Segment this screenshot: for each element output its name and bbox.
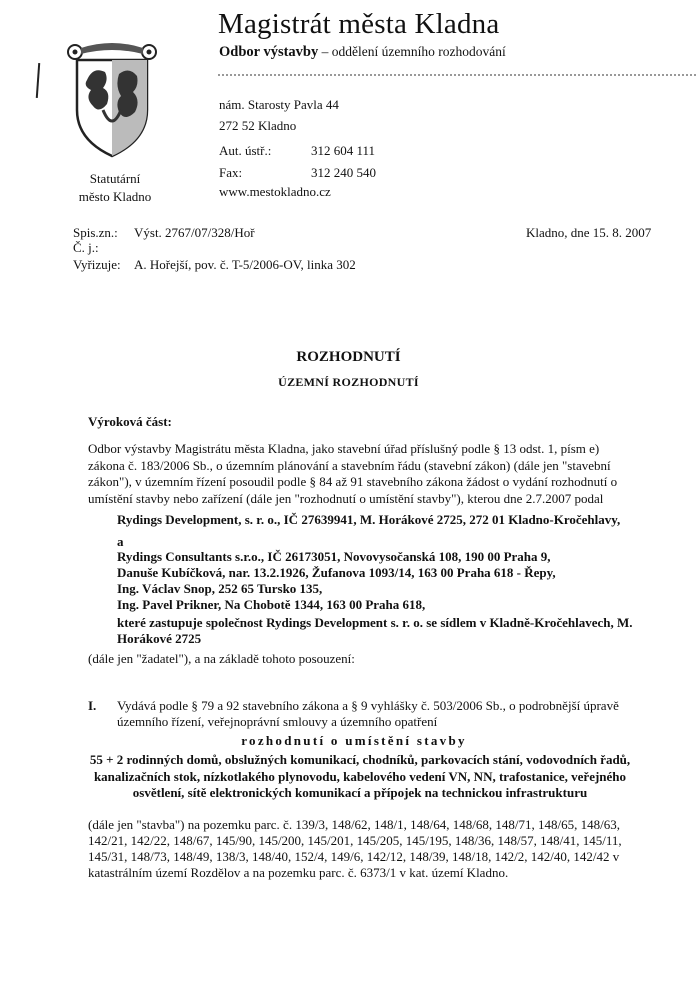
co-applicant: Ing. Pavel Prikner, Na Chobotě 1344, 163 00 Praha 618, [117, 597, 426, 612]
issuance-line: územního řízení, veřejnoprávní smlouvy a územního opatření [117, 714, 438, 729]
roman-numeral: I. [88, 698, 97, 713]
co-applicant: Rydings Consultants s.r.o., IČ 26173051, Novovysočanská 108, 190 00 Praha 9, [117, 549, 551, 564]
representation-line: Horákové 2725 [117, 631, 202, 646]
office-title: Magistrát města Kladna [218, 8, 500, 40]
intro-line: Odbor výstavby Magistrátu města Kladna, jako stavební úřad příslušný podle § 13 odst. 1, písm e) [88, 441, 600, 456]
and-conjunction: a [117, 534, 124, 549]
department-division: – oddělení územního rozhodování [318, 44, 506, 59]
intro-line: zákona č. 183/2006 Sb., o územním plánování a stavebním řádu (stavební zákon) (dále jen "stavební [88, 457, 611, 473]
co-applicant: Danuše Kubíčková, nar. 13.2.1926, Žufanova 1093/14, 163 00 Praha 618 - Řepy, [117, 565, 556, 580]
section-label: Výroková část: [88, 414, 172, 429]
vyrizuje-value: A. Hořejší, pov. č. T-5/2006-OV, linka 302 [134, 257, 356, 272]
crest-caption [60, 170, 170, 206]
phone-value: 312 604 111 [311, 143, 376, 158]
parcels-line: (dále jen "stavba") na pozemku parc. č. 139/3, 148/62, 148/1, 148/64, 148/68, 148/71, 148/65, 148/63, [88, 817, 620, 832]
crest-caption-line1: Statutární [89, 171, 141, 186]
address-city: 272 52 Kladno [219, 118, 297, 133]
decision-type-heading: rozhodnutí o umístění stavby [241, 733, 467, 748]
co-applicants [117, 549, 556, 613]
place-date: Kladno, dne 15. 8. 2007 [526, 225, 652, 240]
applicant-primary: Rydings Development, s. r. o., IČ 27639941, M. Horákové 2725, 272 01 Kladno-Kročehlavy, [117, 512, 621, 527]
intro-paragraph [88, 441, 650, 507]
issuance-text [117, 698, 619, 730]
header-divider [218, 74, 696, 76]
fax-value: 312 240 540 [311, 165, 376, 180]
spis-label: Spis.zn.: [73, 225, 118, 240]
address-street: nám. Starosty Pavla 44 [219, 97, 339, 112]
construction-line: kanalizačních stok, nízkotlakého plynovodu, kabelového vedení VN, NN, trafostanice, veřejného [93, 768, 627, 784]
intro-line: umístění stavby nebo zařízení (dále jen "rozhodnutí o umístění stavby"), kterou dne 2.7.2007 podal [88, 490, 604, 506]
margin-mark [36, 63, 40, 98]
construction-line: 55 + 2 rodinných domů, obslužných komunikací, chodníků, parkovacích stání, vodovodních řadů, [89, 752, 631, 767]
issuance-line: Vydává podle § 79 a 92 stavebního zákona a § 9 vyhlášky č. 503/2006 Sb., o podrobnější úpravě [117, 698, 619, 713]
document-subtitle: ÚZEMNÍ ROZHODNUTÍ [278, 375, 419, 389]
co-applicant: Ing. Václav Snop, 252 65 Tursko 135, [117, 581, 323, 596]
coat-of-arms-icon [63, 40, 161, 158]
department-name: Odbor výstavby [219, 44, 319, 60]
parcels-line: katastrálním území Rozdělov a na pozemku parc. č. 6373/1 v kat. území Kladno. [88, 865, 509, 880]
document-title: ROZHODNUTÍ [296, 349, 401, 365]
phone-label: Aut. ústř.: [219, 143, 272, 158]
parcels-line: 142/21, 142/22, 148/67, 145/90, 145/200, 145/201, 145/205, 145/195, 148/36, 148/57, 148/41, 145/11, [88, 833, 622, 848]
intro-line: zákon"), v územním řízení posoudil podle § 84 až 91 stavebního zákona žádost o vydání rozhodnutí o [88, 474, 618, 489]
parcels-paragraph [88, 817, 648, 881]
parcels-line: 145/31, 148/73, 148/49, 138/3, 148/40, 152/4, 149/6, 142/12, 148/39, 148/18, 142/2, 142/40, 142/42 v [88, 849, 620, 864]
spis-value: Výst. 2767/07/328/Hoř [134, 225, 255, 240]
cj-label: Č. j.: [73, 240, 99, 255]
fax-label: Fax: [219, 165, 243, 180]
crest-caption-line2: město Kladno [78, 189, 152, 204]
representation [117, 615, 633, 647]
vyrizuje-label: Vyřizuje: [73, 257, 121, 272]
representation-line: které zastupuje společnost Rydings Development s. r. o. se sídlem v Kladně-Kročehlavech, M. [117, 615, 633, 630]
applicant-definition: (dále jen "žadatel"), a na základě tohoto posouzení: [88, 651, 355, 666]
construction-line: osvětlení, sítě elektronických komunikací a přípojek na technickou infrastrukturu [132, 785, 588, 800]
office-subtitle [219, 44, 506, 61]
construction-description [60, 752, 660, 802]
website-link[interactable]: www.mestokladno.cz [219, 184, 331, 199]
